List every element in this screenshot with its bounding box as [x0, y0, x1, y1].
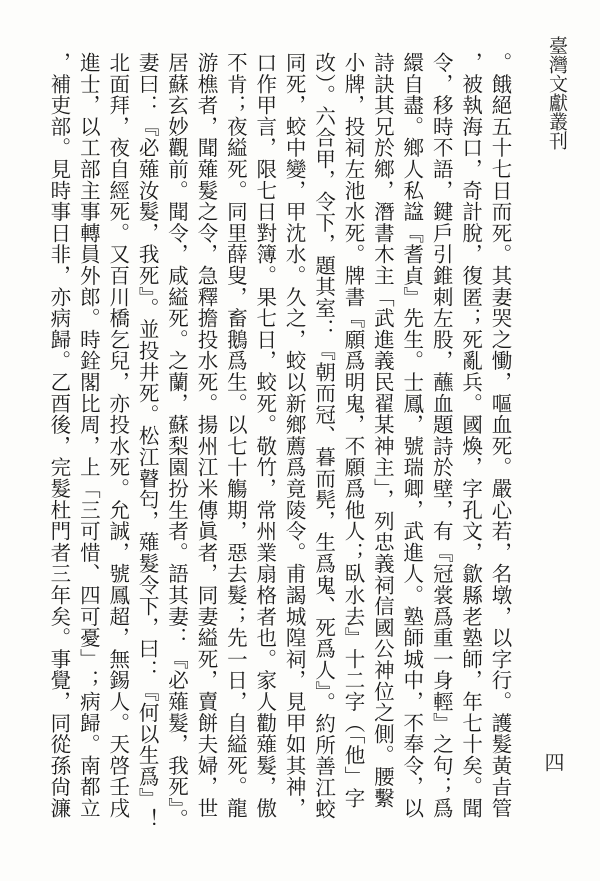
text-column: 繯自盡。鄉人私諡『耆貞』先生。士鳳，號瑞卿，武進人。塾師城中，不奉令，以 — [399, 52, 424, 819]
body-text — [44, 52, 514, 842]
text-column: 令，移時不語，鍵戶引錐刺左股，蘸血題詩於壁，有『冠裳爲重一身輕』之句；爲 — [429, 52, 454, 819]
text-column: 。餓絕五十七日而死。其妻哭之慟，嘔血死。嚴心若，名墩，以字行。護髮黃㫖管 — [488, 52, 512, 819]
text-column: 北面拜，夜自經死。又百川橋乞兒，亦投水死。允誠，號鳳超，無錫人。天啓壬戌 — [105, 52, 130, 819]
text-column: 小牌，投祠左池水死。牌書『願爲明鬼，不願爲他人；臥水去』十二字（「他」字 — [340, 52, 365, 809]
text-column: 口作甲言，限七日對簿。果七日，蛟死。敬竹，常州業扇格者也。家人勸薙髮，傲 — [252, 52, 277, 819]
page-number: 四 — [541, 752, 565, 772]
text-column: 進士，以工部主事轉員外郎。時銓閣比周，上「三可惜、四可憂」；病歸。南都立 — [76, 52, 101, 819]
text-column: 妻曰：『必薙汝髮，我死』。並投井死。松江瞽匄，薙髮令下，曰：『何以生爲』！ — [135, 52, 160, 830]
text-column: 同死，蛟中變，甲沈水。久之，蛟以新鄉薦爲竟陵令。甫謁城隍祠，見甲如其神， — [282, 52, 307, 819]
text-column: ，補吏部。見時事日非，亦病歸。乙酉後，完髮杜門者三年矣。事覺，同從孫尙濂 — [46, 52, 71, 819]
text-column: 詩訣其兄於鄉，潛書木主「武進義民翟某神主」，列忠義祠信國公神位之側。腰繫 — [370, 52, 395, 809]
text-column: ，被執海口，奇計脫，復匿；死亂兵。國煥，字孔文，歙縣老塾師，年七十矣。聞 — [458, 52, 483, 819]
running-head: 臺灣文獻叢刊 — [546, 36, 568, 150]
text-column: 居蘇玄妙觀前。聞令，咸縊死。之蘭，蘇梨園扮生者。語其妻：『必薙髮，我死』。 — [164, 52, 189, 830]
text-column: 不肯；夜縊死。同里薛叟，畜鵝爲生。以七十觴期，惡去髮；先一日，自縊死。龍 — [223, 52, 248, 819]
text-column: 游樵者，聞薙髮之令，急釋擔投水死。揚州江米傳眞者，同妻縊死，賣餅夫婦，世 — [193, 52, 218, 819]
text-column: 改）。六合甲，令下，題其室：『朝而冠、暮而髡，生爲鬼、死爲人』。約所善江蛟 — [311, 52, 336, 820]
